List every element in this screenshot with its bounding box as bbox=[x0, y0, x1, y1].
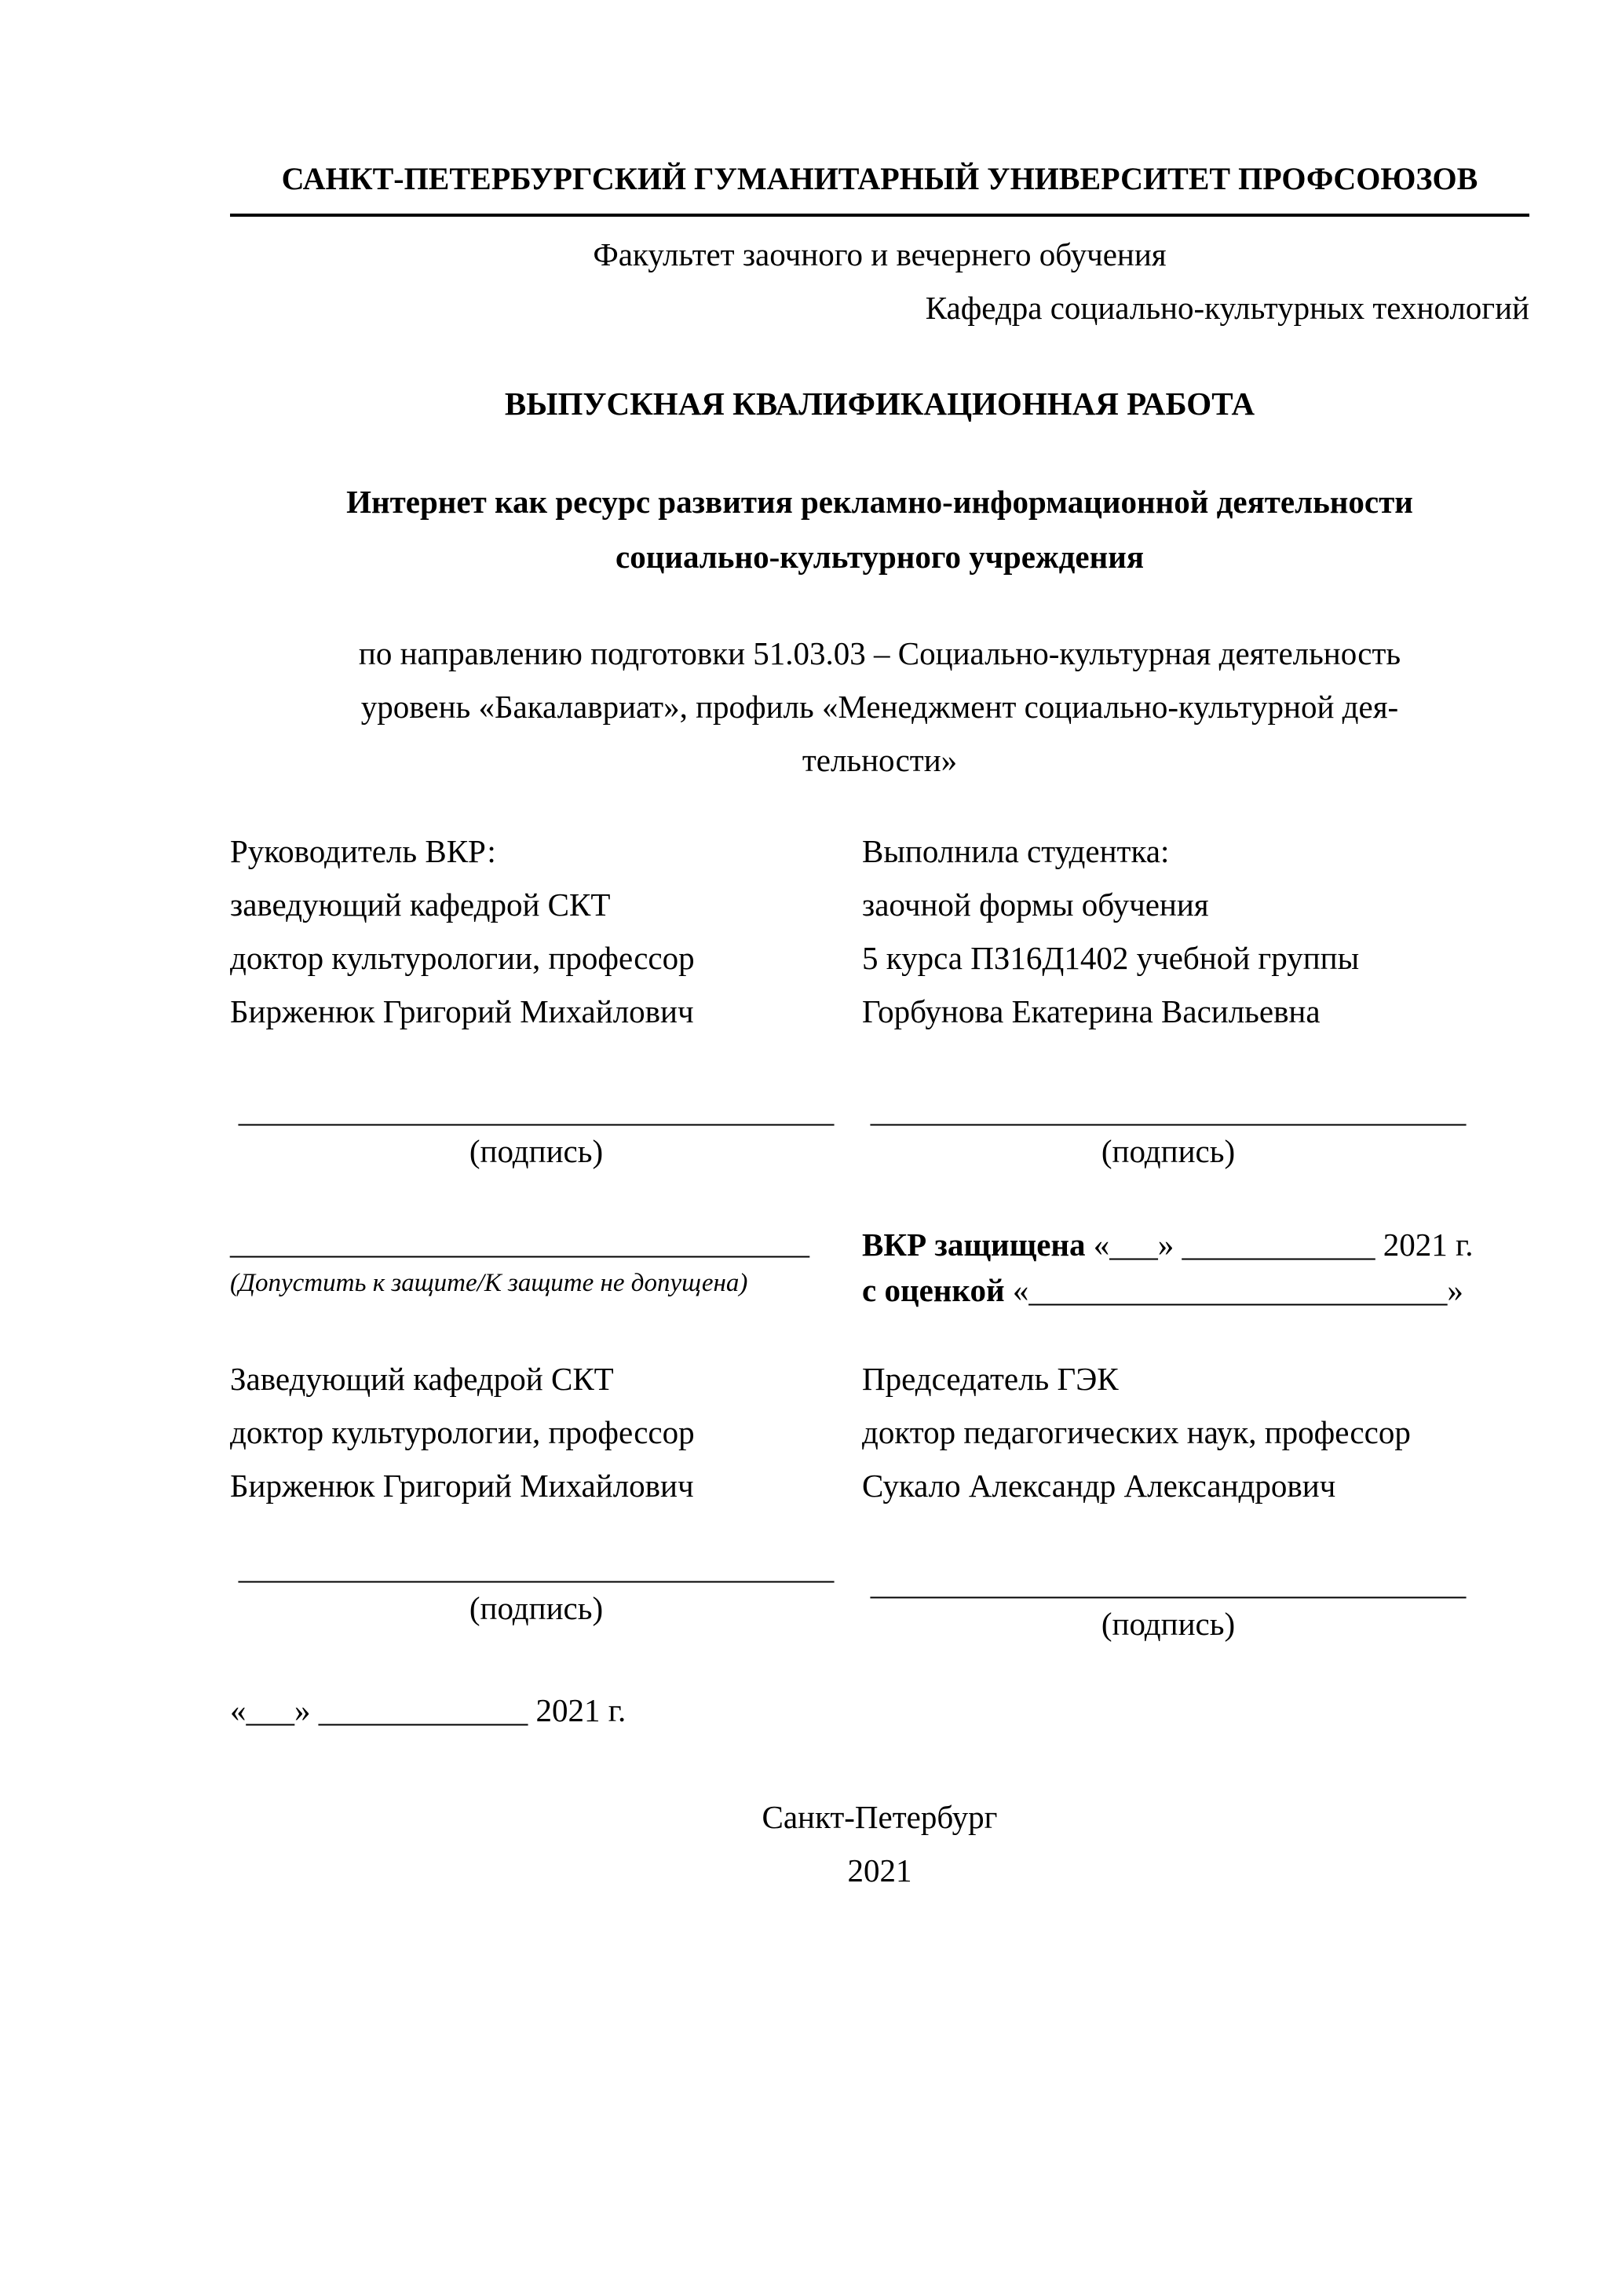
supervisor-signature-caption: (подпись) bbox=[469, 1133, 604, 1169]
department-head-block bbox=[230, 1352, 862, 1512]
faculty-line: Факультет заочного и вечернего обучения bbox=[593, 236, 1167, 272]
defense-grade-line bbox=[862, 1267, 1529, 1313]
admission-defense-row bbox=[230, 1222, 1529, 1313]
chairman-signature-line: _____________________________________ bbox=[870, 1565, 1467, 1601]
defense-date-rest: «___» ____________ 2021 г. bbox=[1085, 1227, 1474, 1263]
chairman-name: Сукало Александр Александрович bbox=[862, 1468, 1336, 1504]
admission-caption: (Допустить к защите/К защите не допущена) bbox=[230, 1269, 748, 1297]
department-head-signature-line: _____________________________________ bbox=[238, 1549, 835, 1585]
department-head-signature-caption: (подпись) bbox=[469, 1590, 604, 1626]
footer-year: 2021 bbox=[847, 1852, 912, 1888]
program-line2: уровень «Бакалавриат», профиль «Менеджмент социально-культурной дея- bbox=[360, 689, 1399, 725]
chairman-block bbox=[862, 1352, 1529, 1512]
student-study-form: заочной формы обучения bbox=[862, 887, 1209, 923]
defense-grade-label: с оценкой bbox=[862, 1272, 1005, 1308]
supervisor-signature-block bbox=[230, 1090, 842, 1172]
department-head-signature-block bbox=[230, 1547, 842, 1644]
thesis-title bbox=[230, 474, 1529, 584]
chairman-signature-caption: (подпись) bbox=[1101, 1606, 1236, 1642]
student-group: 5 курса ПЗ16Д1402 учебной группы bbox=[862, 940, 1360, 976]
thesis-title-line2: социально-культурного учреждения bbox=[616, 539, 1144, 575]
chairman-signature-block bbox=[862, 1563, 1474, 1644]
supervisor-signature-line: _____________________________________ bbox=[238, 1092, 835, 1128]
defense-date-label: ВКР защищена bbox=[862, 1227, 1086, 1263]
department-head-name: Бирженюк Григорий Михайлович bbox=[230, 1468, 694, 1504]
student-signature-block bbox=[862, 1090, 1474, 1172]
thesis-title-line1: Интернет как ресурс развития рекламно-информационной деятельности bbox=[346, 484, 1413, 520]
department-head-position: Заведующий кафедрой СКТ bbox=[230, 1361, 614, 1397]
defense-block bbox=[862, 1222, 1529, 1313]
admission-block bbox=[230, 1222, 862, 1313]
program-line3: тельности» bbox=[802, 742, 958, 778]
footer-city: Санкт-Петербург bbox=[762, 1799, 998, 1835]
supervisor-block bbox=[230, 824, 862, 1038]
department-head-date-line: «___» _____________ 2021 г. bbox=[230, 1692, 627, 1728]
program-line1: по направлению подготовки 51.03.03 – Социально-культурная деятельность bbox=[358, 635, 1401, 671]
program-block bbox=[230, 627, 1529, 787]
student-role: Выполнила студентка: bbox=[862, 833, 1170, 869]
university-name: САНКТ-ПЕТЕРБУРГСКИЙ ГУМАНИТАРНЫЙ УНИВЕРСИТЕТ ПРОФСОЮЗОВ bbox=[230, 157, 1529, 217]
student-name: Горбунова Екатерина Васильевна bbox=[862, 993, 1321, 1029]
officials-row-2 bbox=[230, 1352, 1529, 1512]
department-head-degree: доктор культурологии, профессор bbox=[230, 1414, 695, 1450]
supervisor-position: заведующий кафедрой СКТ bbox=[230, 887, 611, 923]
student-signature-caption: (подпись) bbox=[1101, 1133, 1236, 1169]
student-block bbox=[862, 824, 1529, 1038]
defense-grade-rest: «__________________________» bbox=[1004, 1272, 1463, 1308]
admission-line: ____________________________________ bbox=[230, 1224, 809, 1260]
footer-block bbox=[230, 1790, 1529, 1897]
officials-row-1 bbox=[230, 824, 1529, 1038]
supervisor-name: Бирженюк Григорий Михайлович bbox=[230, 993, 694, 1029]
work-type-heading: ВЫПУСКНАЯ КВАЛИФИКАЦИОННАЯ РАБОТА bbox=[504, 386, 1255, 422]
signature-row-2 bbox=[230, 1547, 1529, 1644]
department-line: Кафедра социально-культурных технологий bbox=[925, 290, 1529, 326]
signature-row-1 bbox=[230, 1090, 1529, 1172]
chairman-degree: доктор педагогических наук, профессор bbox=[862, 1414, 1411, 1450]
supervisor-degree: доктор культурологии, профессор bbox=[230, 940, 695, 976]
defense-date-line bbox=[862, 1222, 1529, 1267]
student-signature-line: _____________________________________ bbox=[870, 1092, 1467, 1128]
supervisor-role: Руководитель ВКР: bbox=[230, 833, 496, 869]
chairman-position: Председатель ГЭК bbox=[862, 1361, 1119, 1397]
